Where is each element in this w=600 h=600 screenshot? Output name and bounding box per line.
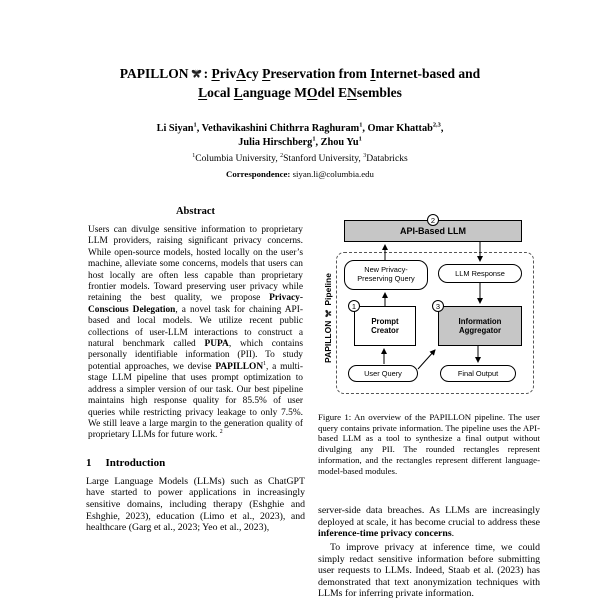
prompt-creator-box: Prompt Creator (354, 306, 416, 346)
right-column (318, 208, 540, 600)
correspondence-email-link[interactable]: siyan.li@columbia.edu (292, 169, 374, 179)
figure-1-caption: Figure 1: An overview of the PAPILLON pipeline. The user query contains private information. The pipeline uses the API-based LLM as a tool to synthesize a final output without divulging any PII. The rounded rectangles represent information, and the rectangles represent different language-model-based modules. (318, 412, 540, 476)
section-number: 1 (86, 456, 92, 469)
body-paragraph-1: server-side data breaches. As LLMs are increasingly deployed at scale, it has become crucial to address these inference-time privacy concerns. (318, 505, 540, 540)
step-2-badge: 2 (427, 214, 439, 226)
pipeline-label-word2: Pipeline (323, 273, 333, 306)
affiliations: $^1$Columbia University, $^2$Stanford University, $^3$Databricks (192, 152, 408, 164)
pipeline-label-word1: PAPILLON (323, 320, 333, 363)
step-1-badge: 1 (348, 300, 360, 312)
authors-block (40, 122, 560, 179)
abstract-text: Users can divulge sensitive information to proprietary LLM providers, raising significant privacy concerns. While open-source models, hosted locally on the user’s machine, alleviate some concerns, models that users can host locally are often less capable than proprietary frontier models. Toward preserving user privacy while retaining the best quality, we propose Privacy-Conscious Delegation, a novel task for chaining API-based and local models. We utilize recent public collections of user-LLM interactions to construct a natural benchmark called PUPA, which contains personally identifiable information (PII). To study potential approaches, we devise PAPILLON$^1$, a multi-stage LLM pipeline that uses prompt optimization to address a simpler version of our task. Our best pipeline maintains high response quality for 85.5% of user queries while restricting privacy leakage to only 7.5%. We still leave a large margin to the generation quality of proprietary LLMs for future work. $^2$ (88, 225, 304, 441)
paper-title-acronym: PAPILLON (119, 66, 189, 81)
introduction-paragraph: Large Language Models (LLMs) such as ChatGPT have started to power applications in increasingly sensitive domains, including therapy (Eshghie and Eshghie, 2023), education (Limo et al., 2023), and healthcare (Garg et al., 2023; Yeo et al., 2023), (86, 475, 305, 534)
paper-title-expansion-1: : PrivAcy Preservation from Internet-based and (203, 66, 481, 81)
paper-title-expansion-2: Local Language MOdel ENsembles (198, 85, 402, 100)
paper-header (40, 64, 560, 179)
information-aggregator-box: Information Aggregator (438, 306, 522, 346)
user-query-box: User Query (348, 365, 418, 382)
authors-line-1: Li Siyan$^1$, Vethavikashini Chithrra Raghuram$^1$, Omar Khattab$^{2,3}$, (156, 121, 444, 134)
api-based-llm-box: API-Based LLM (344, 220, 522, 242)
body-paragraph-2: To improve privacy at inference time, we could simply redact sensitive information before submitting user requests to LLMs. Indeed, Staab et al. (2023) has demonstrated that text anonymization techniques with LLMs for inferring private information. (318, 542, 540, 600)
final-output-box: Final Output (440, 365, 516, 382)
llm-response-box: LLM Response (438, 264, 522, 283)
pipeline-side-label (322, 259, 334, 377)
authors-line-2: Julia Hirschberg$^1$, Zhou Yu$^1$ (238, 135, 362, 148)
correspondence-label: Correspondence: (226, 169, 291, 179)
section-title: Introduction (105, 456, 166, 469)
abstract-heading: Abstract (175, 206, 216, 217)
butterfly-icon (190, 68, 203, 80)
figure-1-diagram (318, 208, 542, 404)
step-3-badge: 3 (432, 300, 444, 312)
section-heading-introduction (86, 457, 305, 469)
correspondence-line (40, 169, 560, 179)
paper-title-line1 (40, 64, 560, 83)
butterfly-icon (324, 309, 333, 318)
new-privacy-preserving-query-box: New Privacy- Preserving Query (344, 260, 428, 290)
left-column (86, 206, 305, 534)
paper-title-line2 (40, 83, 560, 102)
